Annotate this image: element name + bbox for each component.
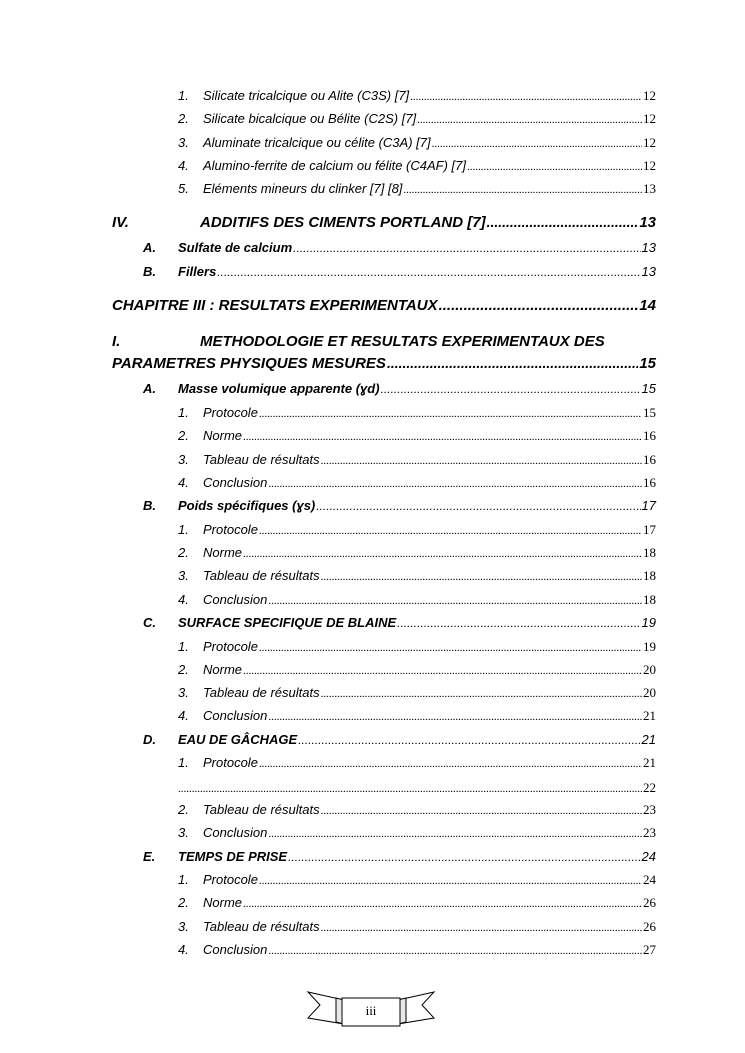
dot-leader — [467, 161, 642, 173]
dot-leader — [321, 455, 642, 467]
entry-page: 23 — [643, 802, 656, 817]
entry-page: 26 — [643, 919, 656, 934]
toc-subsection[interactable] — [143, 240, 656, 255]
page-number: iii — [365, 1003, 377, 1018]
toc-entry[interactable] — [178, 522, 656, 538]
subsection-title: Sulfate de calcium — [178, 240, 293, 255]
entry-text: Silicate tricalcique ou Alite (C3S) [7] — [203, 88, 410, 103]
dot-leader — [243, 431, 642, 443]
subsection-letter: C. — [143, 615, 156, 630]
subsection-letter: E. — [143, 849, 156, 864]
dot-leader — [417, 114, 642, 126]
toc-entry[interactable] — [178, 111, 656, 127]
entry-text: Conclusion — [203, 942, 268, 957]
dot-leader — [321, 571, 642, 583]
toc-entry[interactable] — [178, 88, 656, 104]
subsection-title: Poids spécifiques (ɣs) — [178, 498, 316, 513]
subsection-letter: D. — [143, 732, 156, 747]
dot-leader — [397, 616, 640, 630]
entry-text: Aluminate tricalcique ou célite (C3A) [7] — [203, 135, 431, 150]
entry-page: 27 — [643, 942, 656, 957]
dot-leader — [259, 642, 642, 654]
toc-entry[interactable] — [178, 158, 656, 174]
entry-page: 12 — [643, 88, 656, 103]
subsection-page: 19 — [641, 615, 656, 630]
subsection-page: 13 — [641, 264, 656, 279]
entry-text: Eléments mineurs du clinker [7] [8] — [203, 181, 403, 196]
entry-text: Conclusion — [203, 708, 268, 723]
dot-leader — [316, 499, 640, 513]
entry-number: 1. — [178, 88, 189, 103]
dot-leader — [217, 265, 640, 279]
entry-text: Silicate bicalcique ou Bélite (C2S) [7] — [203, 111, 417, 126]
entry-number: 2. — [178, 545, 189, 560]
chapter-page: 14 — [639, 297, 656, 314]
toc-entry[interactable] — [178, 181, 656, 197]
dot-leader — [321, 922, 642, 934]
entry-page: 16 — [643, 475, 656, 490]
entry-page: 26 — [643, 895, 656, 910]
dot-leader — [487, 214, 639, 230]
entry-page: 24 — [643, 872, 656, 887]
dot-leader — [243, 665, 642, 677]
entry-number: 1. — [178, 405, 189, 420]
subsection-page: 24 — [641, 849, 656, 864]
entry-page: 21 — [643, 708, 656, 723]
dot-leader — [321, 688, 642, 700]
toc-section-iv[interactable] — [112, 214, 656, 231]
toc-entry[interactable] — [178, 662, 656, 678]
entry-number: 2. — [178, 428, 189, 443]
chapter-title: CHAPITRE III : RESULTATS EXPERIMENTAUX — [112, 297, 438, 314]
page-number-ribbon — [306, 988, 436, 1028]
toc-entry[interactable] — [178, 592, 656, 608]
subsection-page: 21 — [641, 732, 656, 747]
toc-entry-continuation[interactable] — [178, 780, 656, 796]
entry-number: 2. — [178, 662, 189, 677]
dot-leader — [268, 945, 642, 957]
toc-entry[interactable] — [178, 872, 656, 888]
entry-page: 16 — [643, 452, 656, 467]
entry-text: Conclusion — [203, 825, 268, 840]
toc-entry[interactable] — [178, 825, 656, 841]
toc-chapter[interactable] — [112, 297, 656, 314]
entry-text: Norme — [203, 545, 243, 560]
dot-leader — [259, 875, 642, 887]
entry-number: 3. — [178, 685, 189, 700]
subsection-page: 15 — [641, 381, 656, 396]
dot-leader — [381, 382, 641, 396]
toc-entry[interactable] — [178, 942, 656, 958]
entry-number: 3. — [178, 452, 189, 467]
toc-entry[interactable] — [178, 568, 656, 584]
entry-page: 12 — [643, 135, 656, 150]
entry-number: 1. — [178, 872, 189, 887]
subsection-letter: B. — [143, 264, 156, 279]
toc-entry[interactable] — [178, 708, 656, 724]
dot-leader — [432, 138, 642, 150]
toc-section-i[interactable] — [112, 333, 656, 372]
subsection-letter: A. — [143, 381, 156, 396]
dot-leader — [259, 525, 642, 537]
entry-text: Tableau de résultats — [203, 802, 320, 817]
entry-text: Protocole — [203, 522, 258, 537]
entry-text: Protocole — [203, 872, 258, 887]
entry-text: Tableau de résultats — [203, 919, 320, 934]
entry-page: 20 — [643, 685, 656, 700]
entry-text: Norme — [203, 662, 243, 677]
dot-leader — [268, 595, 642, 607]
toc-entry[interactable] — [178, 135, 656, 151]
entry-text: Protocole — [203, 639, 258, 654]
entry-text: Tableau de résultats — [203, 452, 320, 467]
subsection-title: Masse volumique apparente (ɣd) — [178, 381, 380, 396]
toc-subsection[interactable] — [143, 615, 656, 630]
entry-page: 18 — [643, 545, 656, 560]
entry-number: 4. — [178, 592, 189, 607]
entry-text: Conclusion — [203, 592, 268, 607]
entry-page: 20 — [643, 662, 656, 677]
entry-text: Tableau de résultats — [203, 568, 320, 583]
entry-number: 4. — [178, 475, 189, 490]
dot-leader — [293, 241, 640, 255]
entry-number: 4. — [178, 708, 189, 723]
entry-number: 4. — [178, 942, 189, 957]
entry-text: Norme — [203, 428, 243, 443]
entry-text: Norme — [203, 895, 243, 910]
entry-text: Tableau de résultats — [203, 685, 320, 700]
entry-page: 17 — [643, 522, 656, 537]
entry-number: 5. — [178, 181, 189, 196]
entry-page: 18 — [643, 592, 656, 607]
dot-leader — [288, 850, 640, 864]
entry-number: 3. — [178, 825, 189, 840]
entry-number: 4. — [178, 158, 189, 173]
entry-page: 12 — [643, 158, 656, 173]
subsection-title: EAU DE GÂCHAGE — [178, 732, 298, 747]
dot-leader — [243, 898, 642, 910]
section-page: 13 — [639, 214, 656, 231]
entry-number: 1. — [178, 639, 189, 654]
subsection-page: 13 — [641, 240, 656, 255]
dot-leader — [321, 805, 642, 817]
entry-text: Conclusion — [203, 475, 268, 490]
entry-page: 15 — [643, 405, 656, 420]
subsection-title: TEMPS DE PRISE — [178, 849, 288, 864]
dot-leader — [439, 297, 639, 314]
entry-page: 12 — [643, 111, 656, 126]
entry-number: 2. — [178, 895, 189, 910]
entry-text: Protocole — [203, 755, 258, 770]
entry-page: 13 — [643, 181, 656, 196]
dot-leader — [298, 733, 640, 747]
dot-leader — [268, 711, 642, 723]
entry-number: 2. — [178, 111, 189, 126]
subsection-title: SURFACE SPECIFIQUE DE BLAINE — [178, 615, 397, 630]
entry-text: Protocole — [203, 405, 258, 420]
subsection-page: 17 — [641, 498, 656, 513]
toc-subsection[interactable] — [143, 498, 656, 513]
toc-subsection[interactable] — [143, 849, 656, 864]
toc-entry[interactable] — [178, 895, 656, 911]
section-title: ADDITIFS DES CIMENTS PORTLAND [7] — [200, 214, 486, 231]
section-number: IV. — [112, 214, 129, 231]
dot-leader — [243, 548, 642, 560]
section-title-line2: PARAMETRES PHYSIQUES MESURES — [112, 355, 386, 372]
subsection-title: Fillers — [178, 264, 217, 279]
toc-entry[interactable] — [178, 639, 656, 655]
subsection-letter: A. — [143, 240, 156, 255]
entry-number: 1. — [178, 755, 189, 770]
toc-entry[interactable] — [178, 405, 656, 421]
dot-leader — [387, 355, 638, 371]
toc-entry[interactable] — [178, 685, 656, 701]
dot-leader — [268, 478, 642, 490]
dot-leader — [259, 408, 642, 420]
entry-page: 23 — [643, 825, 656, 840]
dot-leader — [403, 184, 642, 196]
dot-leader — [410, 91, 642, 103]
toc-subsection[interactable] — [143, 732, 656, 747]
entry-page: 18 — [643, 568, 656, 583]
entry-text: Alumino-ferrite de calcium ou félite (C4AF) [7] — [203, 158, 466, 173]
toc-entry[interactable] — [178, 475, 656, 491]
toc-entry[interactable] — [178, 802, 656, 818]
dot-leader — [259, 758, 642, 770]
toc-subsection[interactable] — [143, 264, 656, 279]
toc-entry[interactable] — [178, 428, 656, 444]
entry-number: 3. — [178, 568, 189, 583]
toc-entry[interactable] — [178, 919, 656, 935]
entry-number: 3. — [178, 135, 189, 150]
section-title-line1: METHODOLOGIE ET RESULTATS EXPERIMENTAUX DES — [200, 333, 605, 350]
entry-page: 21 — [643, 755, 656, 770]
dot-leader — [268, 828, 642, 840]
entry-number: 2. — [178, 802, 189, 817]
toc-subsection[interactable] — [143, 381, 656, 396]
entry-page: 19 — [643, 639, 656, 654]
entry-number: 1. — [178, 522, 189, 537]
subsection-letter: B. — [143, 498, 156, 513]
section-number: I. — [112, 333, 121, 350]
entry-page: 16 — [643, 428, 656, 443]
entry-number: 3. — [178, 919, 189, 934]
toc-entry[interactable] — [178, 545, 656, 561]
dot-leader — [178, 783, 642, 795]
entry-page: 22 — [643, 780, 656, 795]
section-page: 15 — [639, 355, 656, 372]
toc-entry[interactable] — [178, 452, 656, 468]
toc-entry[interactable] — [178, 755, 656, 771]
